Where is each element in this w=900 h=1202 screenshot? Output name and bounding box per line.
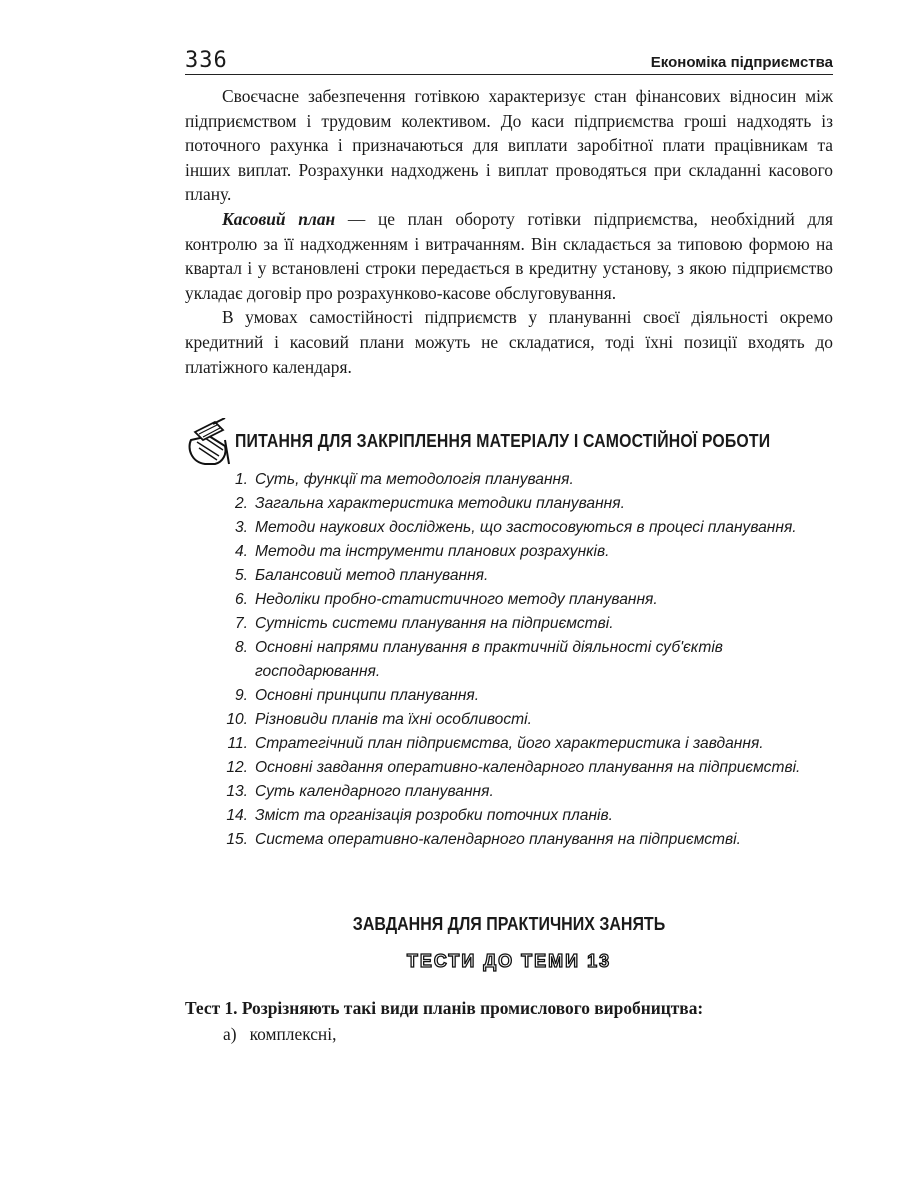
list-item [218,588,838,612]
item-number: 3. [234,519,248,536]
option-label: а) [223,1024,237,1044]
item-text: Основні напрями планування в практичній діяльності суб'єктів господарювання. [255,639,723,680]
list-item [218,780,838,804]
questions-title: ПИТАННЯ ДЛЯ ЗАКРІПЛЕННЯ МАТЕРІАЛУ І САМОСТІЙНОЇ РОБОТИ [235,430,771,451]
practice-title: ЗАВДАННЯ ДЛЯ ПРАКТИЧНИХ ЗАНЯТЬ [352,913,666,934]
item-text: Система оперативно-календарного планування на підприємстві. [255,831,741,848]
list-item [218,756,838,780]
test-block [185,995,703,1047]
test-question: Тест 1. Розрізняють такі види планів промислового виробництва: [185,998,704,1018]
body-text [185,84,833,379]
item-number: 14. [226,807,248,824]
item-text: Недоліки пробно-статистичного методу планування. [255,591,658,608]
item-text: Сутність системи планування на підприємстві. [255,615,614,632]
list-item [218,516,838,540]
list-item [218,684,838,708]
paragraph-2 [185,207,833,305]
item-text: Суть календарного планування. [255,783,494,800]
item-text: Суть, функції та методологія планування. [255,471,574,488]
paragraph-3 [185,305,833,379]
list-item [218,492,838,516]
test-option [185,1021,703,1047]
item-number: 5. [234,567,248,584]
item-text: Балансовий метод планування. [255,567,489,584]
item-text: Основні принципи планування. [255,687,480,704]
item-number: 12. [226,759,248,776]
item-number: 2. [234,495,248,512]
item-text: Загальна характеристика методики планування. [255,495,625,512]
paragraph-3-text: В умовах самостійності підприємств у плануванні своєї діяльності окремо кредитний і касовий плани можуть не складатися, тоді їхні позиції входять до платіжного календаря. [185,307,833,377]
item-number: 13. [226,783,248,800]
term-cash-plan: Касовий план [222,208,336,229]
practice-subtitle: ТЕСТИ ДО ТЕМИ 13 [406,951,612,971]
item-number: 1. [234,471,248,488]
item-number: 11. [227,735,248,752]
item-text: Методи та інструменти планових розрахунків. [255,543,610,560]
item-number: 6. [234,591,248,608]
option-text: комплексні, [249,1024,337,1044]
notebook-pen-icon [185,418,231,466]
item-number: 9. [234,687,248,704]
running-title: Економіка підприємства [650,54,833,71]
list-item [218,636,838,684]
list-item [218,564,838,588]
list-item [218,828,838,852]
list-item [218,732,838,756]
paragraph-2-text: — це план обороту готівки підприємства, необхідний для контролю за її надходженням і витрачанням. Він складається за типовою формою на квартал і у встановлені строки передається в кредитну установу, з якою підприємство укладає договір про розрахунково-касове обслуговування. [185,208,833,303]
list-item [218,468,838,492]
page-header [185,48,833,75]
item-text: Зміст та організація розробки поточних планів. [255,807,613,824]
item-number: 8. [234,639,248,656]
item-number: 15. [226,831,248,848]
item-number: 10. [226,711,248,728]
item-text: Стратегічний план підприємства, його характеристика і завдання. [255,735,764,752]
item-text: Основні завдання оперативно-календарного планування на підприємстві. [255,759,801,776]
list-item [218,708,838,732]
item-text: Методи наукових досліджень, що застосовуються в процесі планування. [255,519,797,536]
page-number: 336 [185,48,228,73]
paragraph-1 [185,84,833,207]
item-number: 7. [234,615,248,632]
list-item [218,804,838,828]
item-text: Різновиди планів та їхні особливості. [255,711,532,728]
item-number: 4. [234,543,248,560]
list-item [218,612,838,636]
paragraph-1-text: Своєчасне забезпечення готівкою характеризує стан фінансових відносин між підприємством і трудовим колективом. До каси підприємства гроші надходять із поточного рахунка і призначаються для виплати заробітної плати працівникам та інших виплат. Розрахунки надходжень і виплат проводяться при складанні касового плану. [185,86,833,205]
list-item [218,540,838,564]
questions-list [218,468,838,852]
questions-heading [185,416,835,468]
